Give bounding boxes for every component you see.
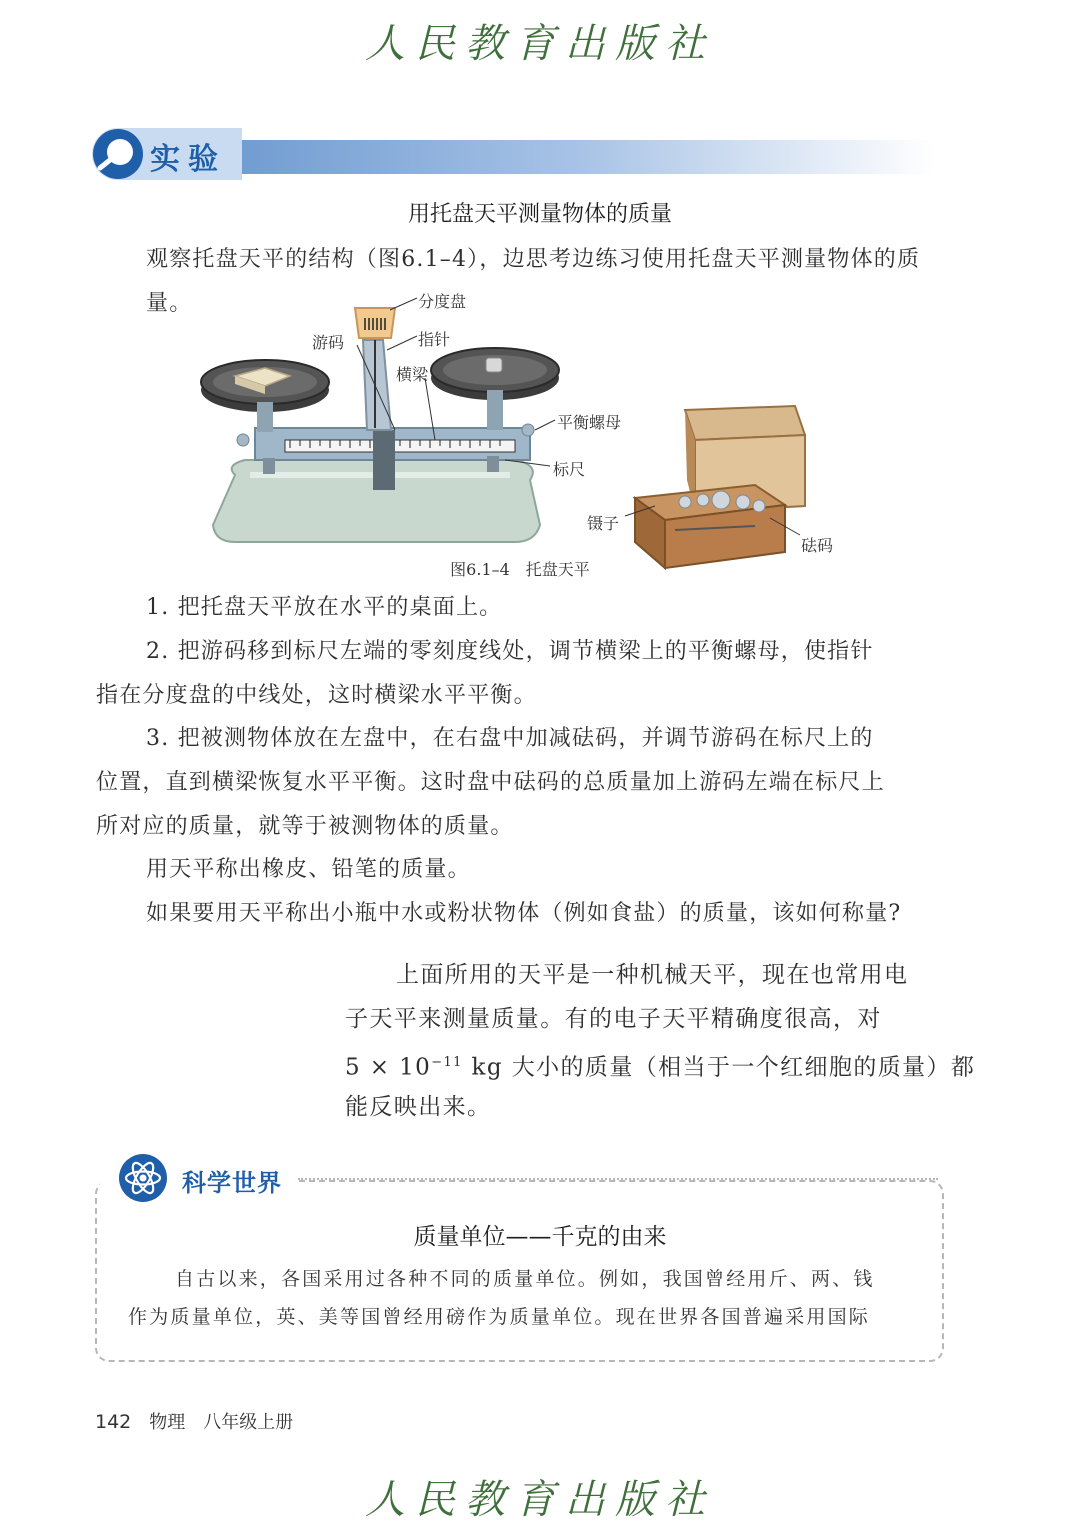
magnifier-icon: [92, 128, 144, 180]
label-pointer: 指针: [418, 330, 451, 349]
label-weights: 砝码: [801, 536, 834, 555]
task-2: 如果要用天平称出小瓶中水或粉状物体（例如食盐）的质量，该如何称量?: [146, 901, 902, 926]
science-world-line-1: 自古以来，各国采用过各种不同的质量单位。例如，我国曾经用斤、两、钱: [175, 1268, 875, 1290]
step-3-line-1: 3. 把被测物体放在左盘中，在右盘中加减砝码，并调节游码在标尺上的: [146, 726, 874, 751]
book-title: 物理 八年级上册: [149, 1412, 294, 1433]
label-tweezers: 镊子: [587, 514, 620, 533]
science-world-line-2: 作为质量单位，英、美等国曾经用磅作为质量单位。现在世界各国普遍采用国际: [128, 1306, 871, 1328]
section-header-bar: [225, 140, 935, 174]
step-1: 1. 把托盘天平放在水平的桌面上。: [146, 595, 503, 620]
atom-icon: [118, 1153, 168, 1203]
step-3-line-3: 所对应的质量，就等于被测物体的质量。: [96, 814, 514, 839]
note-line-3-rest: kg 大小的质量（相当于一个红细胞的质量）都: [462, 1054, 976, 1081]
label-beam: 横梁: [396, 365, 429, 384]
page-footer: [95, 1408, 293, 1434]
experiment-intro: 观察托盘天平的结构（图6.1–4），边思考边练习使用托盘天平测量物体的质量。: [146, 247, 921, 316]
label-rider: 游码: [312, 333, 345, 352]
task-1: 用天平称出橡皮、铅笔的质量。: [146, 857, 471, 882]
note-line-2: 子天平来测量质量。有的电子天平精确度很高，对: [345, 1006, 882, 1032]
label-balance-nut: 平衡螺母: [557, 413, 622, 432]
experiment-title: 用托盘天平测量物体的质量: [407, 202, 672, 227]
tray-balance-illustration: [195, 280, 845, 580]
note-exponent: −11: [431, 1055, 463, 1070]
note-number: 5 × 10: [345, 1054, 432, 1081]
note-line-3: [345, 1041, 975, 1090]
step-2-line-2: 指在分度盘的中线处，这时横梁水平平衡。: [96, 683, 537, 708]
publisher-logo-bottom: 人民教育出版社: [365, 1477, 715, 1523]
figure-caption: 图6.1–4 托盘天平: [450, 560, 590, 579]
publisher-logo-top: 人民教育出版社: [365, 21, 715, 67]
note-line-1: 上面所用的天平是一种机械天平，现在也常用电: [396, 962, 909, 988]
section-title: 实验: [150, 142, 226, 177]
label-scale: 标尺: [553, 460, 586, 479]
step-2-line-1: 2. 把游码移到标尺左端的零刻度线处，调节横梁上的平衡螺母，使指针: [146, 639, 874, 664]
note-line-4: 能反映出来。: [345, 1094, 492, 1120]
science-world-tag: 科学世界: [182, 1169, 282, 1197]
page-number: 142: [95, 1411, 132, 1433]
science-world-title: 质量单位——千克的由来: [413, 1224, 667, 1250]
step-3-line-2: 位置，直到横梁恢复水平平衡。这时盘中砝码的总质量加上游码左端在标尺上: [96, 770, 885, 795]
label-dial: 分度盘: [418, 292, 467, 311]
box-header-rule: [298, 1178, 938, 1180]
